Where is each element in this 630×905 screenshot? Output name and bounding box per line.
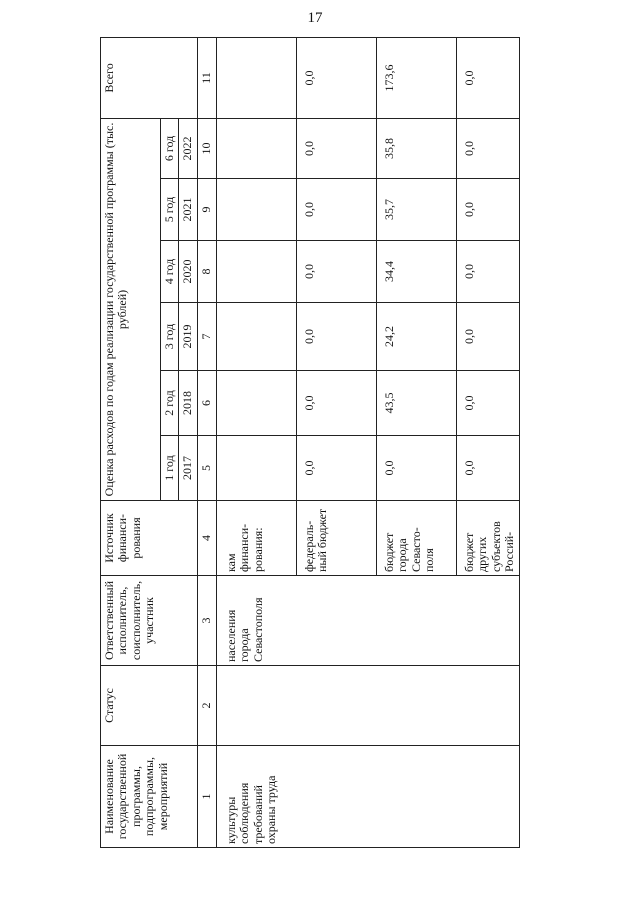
value-cell: 0,0 [456,179,519,241]
header-name: Наименование государственной программы, подпрограммы, мероприятий [101,746,198,848]
year-value-2: 2018 [179,371,197,436]
source-cell: бюджет города Севасто-поля [376,501,456,576]
col-number-1: 1 [197,746,216,848]
value-cell: 0,0 [296,179,376,241]
col-number-5: 5 [197,436,216,501]
value-cell: 0,0 [456,303,519,371]
source-cell: бюджет других субъектов Россий- [456,501,519,576]
value-cell: 0,0 [296,303,376,371]
value-cell: 0,0 [456,371,519,436]
year-label-1: 1 год [161,436,179,501]
value-cell: 0,0 [296,371,376,436]
source-cell: федераль-ный бюджет [296,501,376,576]
value-cell: 35,8 [376,118,456,178]
col-number-2: 2 [197,666,216,746]
header-estimate: Оценка расходов по годам реализации государственной программы (тыс. рублей) [101,118,161,500]
value-cell: 0,0 [296,118,376,178]
rotated-table-container [100,38,517,848]
col-number-7: 7 [197,303,216,371]
year-label-4: 4 год [161,241,179,303]
year-value-4: 2020 [179,241,197,303]
total-cell [216,37,296,118]
value-cell [216,241,296,303]
header-executor: Ответственный исполнитель, соисполнитель, участник [101,576,198,666]
value-cell [216,371,296,436]
value-cell [216,118,296,178]
value-cell: 0,0 [376,436,456,501]
column-number-row [197,37,216,847]
col-number-10: 10 [197,118,216,178]
header-total: Всего [101,37,198,118]
year-value-5: 2021 [179,179,197,241]
header-status: Статус [101,666,198,746]
value-cell: 0,0 [296,436,376,501]
year-value-1: 2017 [179,436,197,501]
col-number-4: 4 [197,501,216,576]
year-label-5: 5 год [161,179,179,241]
expenditure-table [100,37,520,848]
col-number-11: 11 [197,37,216,118]
year-value-6: 2022 [179,118,197,178]
total-cell: 0,0 [456,37,519,118]
value-cell: 0,0 [456,118,519,178]
value-cell: 0,0 [296,241,376,303]
total-cell: 0,0 [296,37,376,118]
table-row [216,37,296,847]
year-label-6: 6 год [161,118,179,178]
value-cell [216,436,296,501]
source-cell: кам финанси-рования: [216,501,296,576]
col-number-9: 9 [197,179,216,241]
executor-cell: населения города Севастополя [216,576,519,666]
value-cell: 24,2 [376,303,456,371]
program-name-cell: культуры соблюдения требований охраны труда [216,746,519,848]
year-value-3: 2019 [179,303,197,371]
header-source: Источник финанси-рования [101,501,198,576]
value-cell: 43,5 [376,371,456,436]
total-cell: 173,6 [376,37,456,118]
col-number-3: 3 [197,576,216,666]
status-cell [216,666,519,746]
col-number-6: 6 [197,371,216,436]
value-cell: 0,0 [456,241,519,303]
col-number-8: 8 [197,241,216,303]
page-number: 17 [307,10,323,26]
value-cell [216,303,296,371]
value-cell: 35,7 [376,179,456,241]
year-label-3: 3 год [161,303,179,371]
value-cell: 34,4 [376,241,456,303]
value-cell: 0,0 [456,436,519,501]
year-label-2: 2 год [161,371,179,436]
value-cell [216,179,296,241]
